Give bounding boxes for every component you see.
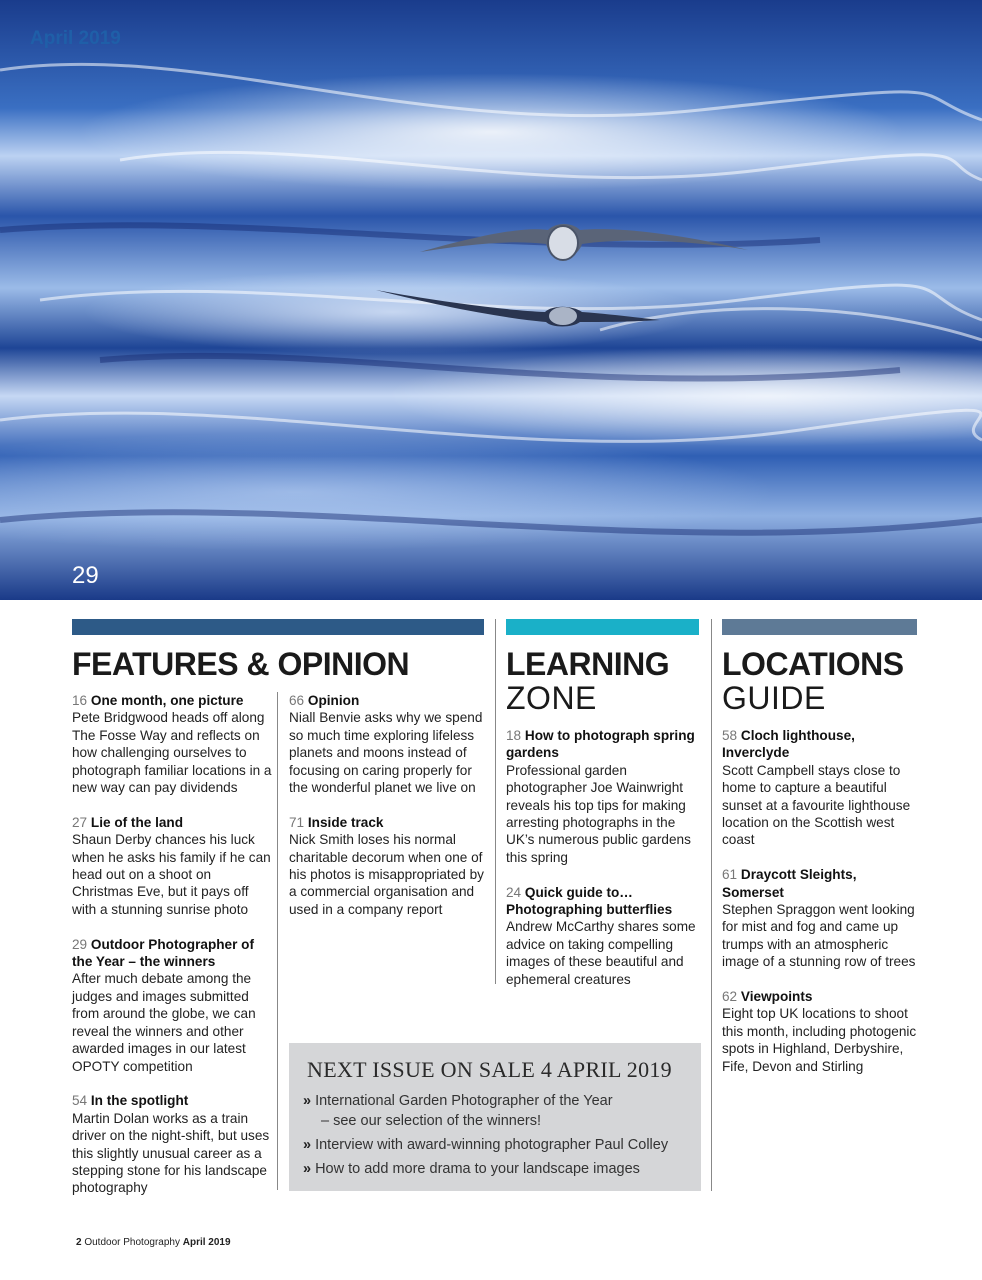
contents-entry[interactable] [72,814,272,918]
entry-title: How to photograph spring gardens [506,728,695,761]
contents-entry[interactable] [72,1092,272,1196]
next-issue-item-text: Interview with award-winning photographer Paul Colley [315,1137,669,1153]
features-column-1 [72,692,272,1214]
next-issue-item-text-cont: – see our selection of the winners! [321,1113,542,1129]
next-issue-item-text: How to add more drama to your landscape images [315,1161,640,1177]
entry-body: Scott Campbell stays close to home to capture a beautiful sunset at a favourite lighthouse location on the Scottish west coast [722,762,911,848]
entry-page: 54 [72,1093,88,1109]
divider-learning [495,619,496,984]
entry-page: 29 [72,936,88,952]
entry-page: 71 [289,814,305,830]
contents-entry[interactable] [289,692,487,796]
divider-locations [711,619,712,1191]
entry-title: Draycott Sleights, Somerset [722,867,857,900]
entry-page: 58 [722,728,738,743]
entry-page: 27 [72,814,88,830]
next-issue-item [303,1135,668,1155]
contents-entry[interactable] [72,936,272,1075]
locations-column [722,727,918,1092]
locations-title: LOCATIONS [722,646,904,682]
next-issue-item [303,1159,640,1179]
chevron-right-icon: » [303,1093,312,1109]
entry-body: Andrew McCarthy shares some advice on taking compelling images of these beautiful and ephemeral creatures [506,919,696,987]
entry-body: Shaun Derby chances his luck when he asks his family if he can head out on a shoot on Christmas Eve, but it pays off with a stunning sunrise photo [72,832,271,917]
page-footer [76,1237,231,1248]
contents-entry[interactable] [72,692,272,796]
entry-page: 16 [72,693,88,708]
hero-photo [0,0,982,600]
entry-title: Opinion [307,693,360,708]
chevron-right-icon: » [303,1137,312,1153]
footer-magazine: Outdoor Photography [84,1237,180,1248]
locations-subtitle: GUIDE [722,680,826,716]
entry-title: One month, one picture [90,693,244,708]
chevron-right-icon: » [303,1161,312,1177]
next-issue-box [289,1043,701,1191]
locations-bar [722,619,917,635]
contents-entry[interactable] [722,727,918,849]
next-issue-item-text: International Garden Photographer of the Year [315,1093,613,1109]
hero-page-number[interactable]: 29 [72,562,99,589]
entry-page: 24 [506,884,522,900]
entry-title: Cloch lighthouse, Inverclyde [722,728,855,761]
features-title: FEATURES & OPINION [72,646,410,682]
entry-page: 18 [506,728,522,743]
features-column-2 [289,692,487,936]
entry-title: In the spotlight [90,1093,189,1109]
entry-body: Eight top UK locations to shoot this month, including photogenic spots in Highland, Derbyshire, Fife, Devon and Stirling [722,1006,917,1074]
hero-ripples [0,0,982,600]
learning-title: LEARNING [506,646,670,682]
features-bar [72,619,484,635]
entry-title: Lie of the land [90,814,184,830]
contents-entry[interactable] [506,884,702,988]
entry-body: Niall Benvie asks why we spend so much time exploring lifeless planets and moons instead of focusing on caring properly for the wonderful planet we live on [289,710,483,796]
entry-body: Martin Dolan works as a train driver on the night-shift, but uses this slightly unusual career as a stepping stone for his landscape photography [72,1110,270,1196]
next-issue-heading: NEXT ISSUE ON SALE 4 APRIL 2019 [307,1057,672,1082]
learning-bar [506,619,699,635]
entry-title: Inside track [307,814,384,830]
learning-subtitle: ZONE [506,680,597,716]
issue-date: April 2019 [30,28,121,49]
entry-page: 62 [722,989,738,1005]
entry-body: After much debate among the judges and images submitted from around the globe, we can reveal the winners and other awarded images in our latest OPOTY competition [72,971,256,1074]
learning-column [506,727,702,1005]
entry-title: Viewpoints [740,989,813,1005]
entry-body: Professional garden photographer Joe Wainwright reveals his top tips for making arresting photographs in the UK’s numerous public gardens this spring [506,762,691,865]
entry-title: Outdoor Photographer of the Year – the winners [72,936,255,970]
divider-features-inner [277,692,278,1190]
contents-entry[interactable] [506,727,702,866]
contents-entry[interactable] [722,866,918,970]
contents-entry[interactable] [289,814,487,918]
entry-body: Stephen Spraggon went looking for mist and fog and came up trumps with an atmospheric image of a stunning row of trees [722,902,916,970]
footer-page-number: 2 [76,1237,82,1248]
entry-page: 61 [722,867,738,883]
next-issue-item [303,1091,613,1131]
entry-page: 66 [289,693,305,708]
entry-body: Pete Bridgwood heads off along The Fosse Way and reflects on how challenging ourselves to photograph familiar locations in a new way can pay dividends [72,710,272,796]
footer-issue: April 2019 [182,1237,231,1248]
contents-entry[interactable] [722,988,918,1075]
entry-body: Nick Smith loses his normal charitable decorum when one of his photos is misappropriated by a commercial organisation and used in a company report [289,832,484,917]
entry-title: Quick guide to… Photographing butterflies [506,884,673,918]
